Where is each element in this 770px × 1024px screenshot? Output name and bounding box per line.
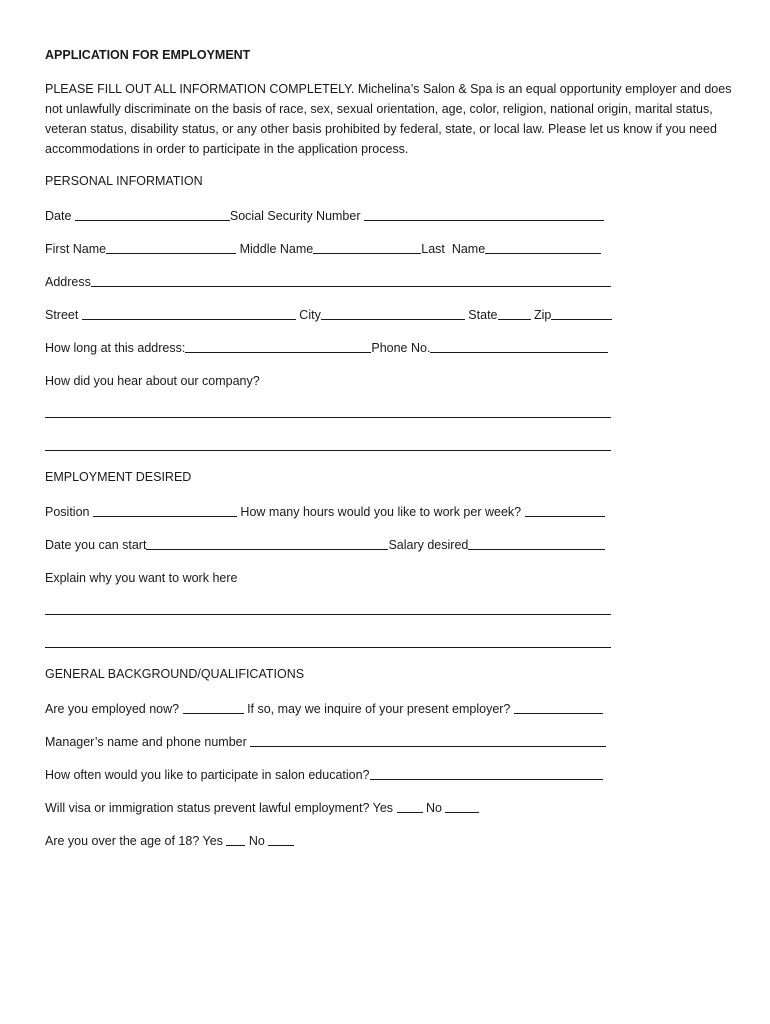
last-name-label: Last Name bbox=[421, 242, 486, 256]
city-label: City bbox=[295, 308, 321, 322]
start-date-label: Date you can start bbox=[45, 538, 147, 552]
middle-name-field[interactable] bbox=[313, 239, 421, 254]
start-salary-row bbox=[45, 534, 605, 552]
inquire-label: If so, may we inquire of your present employer? bbox=[243, 702, 514, 716]
education-row bbox=[45, 764, 603, 782]
residence-phone-row bbox=[45, 337, 608, 355]
hear-about-row bbox=[45, 370, 260, 388]
salary-field[interactable] bbox=[468, 535, 605, 550]
middle-name-label: Middle Name bbox=[236, 242, 314, 256]
employed-now-label: Are you employed now? bbox=[45, 702, 183, 716]
date-field[interactable] bbox=[75, 206, 230, 221]
inquire-field[interactable] bbox=[514, 699, 603, 714]
hear-about-line-1[interactable] bbox=[45, 417, 611, 418]
age-row bbox=[45, 830, 294, 848]
first-name-label: First Name bbox=[45, 242, 107, 256]
age-no-label: No bbox=[245, 834, 269, 848]
phone-label: Phone No. bbox=[371, 341, 431, 355]
employment-desired-heading: EMPLOYMENT DESIRED bbox=[45, 470, 192, 484]
ssn-field[interactable] bbox=[364, 206, 604, 221]
employed-now-field[interactable] bbox=[183, 699, 244, 714]
hours-field[interactable] bbox=[525, 502, 605, 517]
how-long-field[interactable] bbox=[185, 338, 371, 353]
date-ssn-row bbox=[45, 205, 604, 223]
explain-row bbox=[45, 567, 237, 585]
zip-label: Zip bbox=[530, 308, 552, 322]
position-hours-row bbox=[45, 501, 605, 519]
how-long-label: How long at this address: bbox=[45, 341, 186, 355]
first-name-field[interactable] bbox=[106, 239, 236, 254]
name-row bbox=[45, 238, 601, 256]
date-label: Date bbox=[45, 209, 75, 223]
education-field[interactable] bbox=[370, 765, 603, 780]
explain-line-1[interactable] bbox=[45, 614, 611, 615]
zip-field[interactable] bbox=[551, 305, 612, 320]
state-label: State bbox=[464, 308, 498, 322]
employment-status-row bbox=[45, 698, 603, 716]
manager-row bbox=[45, 731, 606, 749]
phone-field[interactable] bbox=[430, 338, 608, 353]
visa-no-label: No bbox=[422, 801, 446, 815]
address-label: Address bbox=[45, 275, 91, 289]
education-label: How often would you like to participate in salon education? bbox=[45, 768, 370, 782]
start-date-field[interactable] bbox=[146, 535, 388, 550]
ssn-label: Social Security Number bbox=[229, 209, 364, 223]
age-no-field[interactable] bbox=[268, 831, 294, 846]
street-row bbox=[45, 304, 612, 322]
hours-label: How many hours would you like to work per week? bbox=[236, 505, 525, 519]
street-label: Street bbox=[45, 308, 82, 322]
hear-about-label: How did you hear about our company? bbox=[45, 374, 260, 388]
visa-yes-field[interactable] bbox=[397, 798, 423, 813]
personal-information-heading: PERSONAL INFORMATION bbox=[45, 174, 203, 188]
city-field[interactable] bbox=[321, 305, 465, 320]
manager-label: Manager’s name and phone number bbox=[45, 735, 251, 749]
salary-label: Salary desired bbox=[388, 538, 469, 552]
form-title: APPLICATION FOR EMPLOYMENT bbox=[45, 48, 251, 62]
street-field[interactable] bbox=[82, 305, 296, 320]
visa-label: Will visa or immigration status prevent lawful employment? Yes bbox=[45, 801, 397, 815]
general-background-heading: GENERAL BACKGROUND/QUALIFICATIONS bbox=[45, 667, 305, 681]
manager-field[interactable] bbox=[250, 732, 606, 747]
explain-line-2[interactable] bbox=[45, 647, 611, 648]
visa-row bbox=[45, 797, 479, 815]
state-field[interactable] bbox=[498, 305, 531, 320]
position-label: Position bbox=[45, 505, 93, 519]
explain-label: Explain why you want to work here bbox=[45, 571, 238, 585]
hear-about-line-2[interactable] bbox=[45, 450, 611, 451]
last-name-field[interactable] bbox=[485, 239, 601, 254]
address-row bbox=[45, 271, 611, 289]
address-field[interactable] bbox=[91, 272, 611, 287]
age-label: Are you over the age of 18? Yes bbox=[45, 834, 227, 848]
visa-no-field[interactable] bbox=[445, 798, 479, 813]
intro-paragraph: PLEASE FILL OUT ALL INFORMATION COMPLETELY. Michelina’s Salon & Spa is an equal opportunity employer and does not unlawfully discriminate on the basis of race, sex, sexual orientation, age, color, religion, national origin, marital status, veteran status, disability status, or any other basis prohibited by federal, state, or local law. Please let us know if you need accommodations in order to participate in the application process. bbox=[45, 82, 732, 156]
position-field[interactable] bbox=[93, 502, 237, 517]
age-yes-field[interactable] bbox=[226, 831, 245, 846]
